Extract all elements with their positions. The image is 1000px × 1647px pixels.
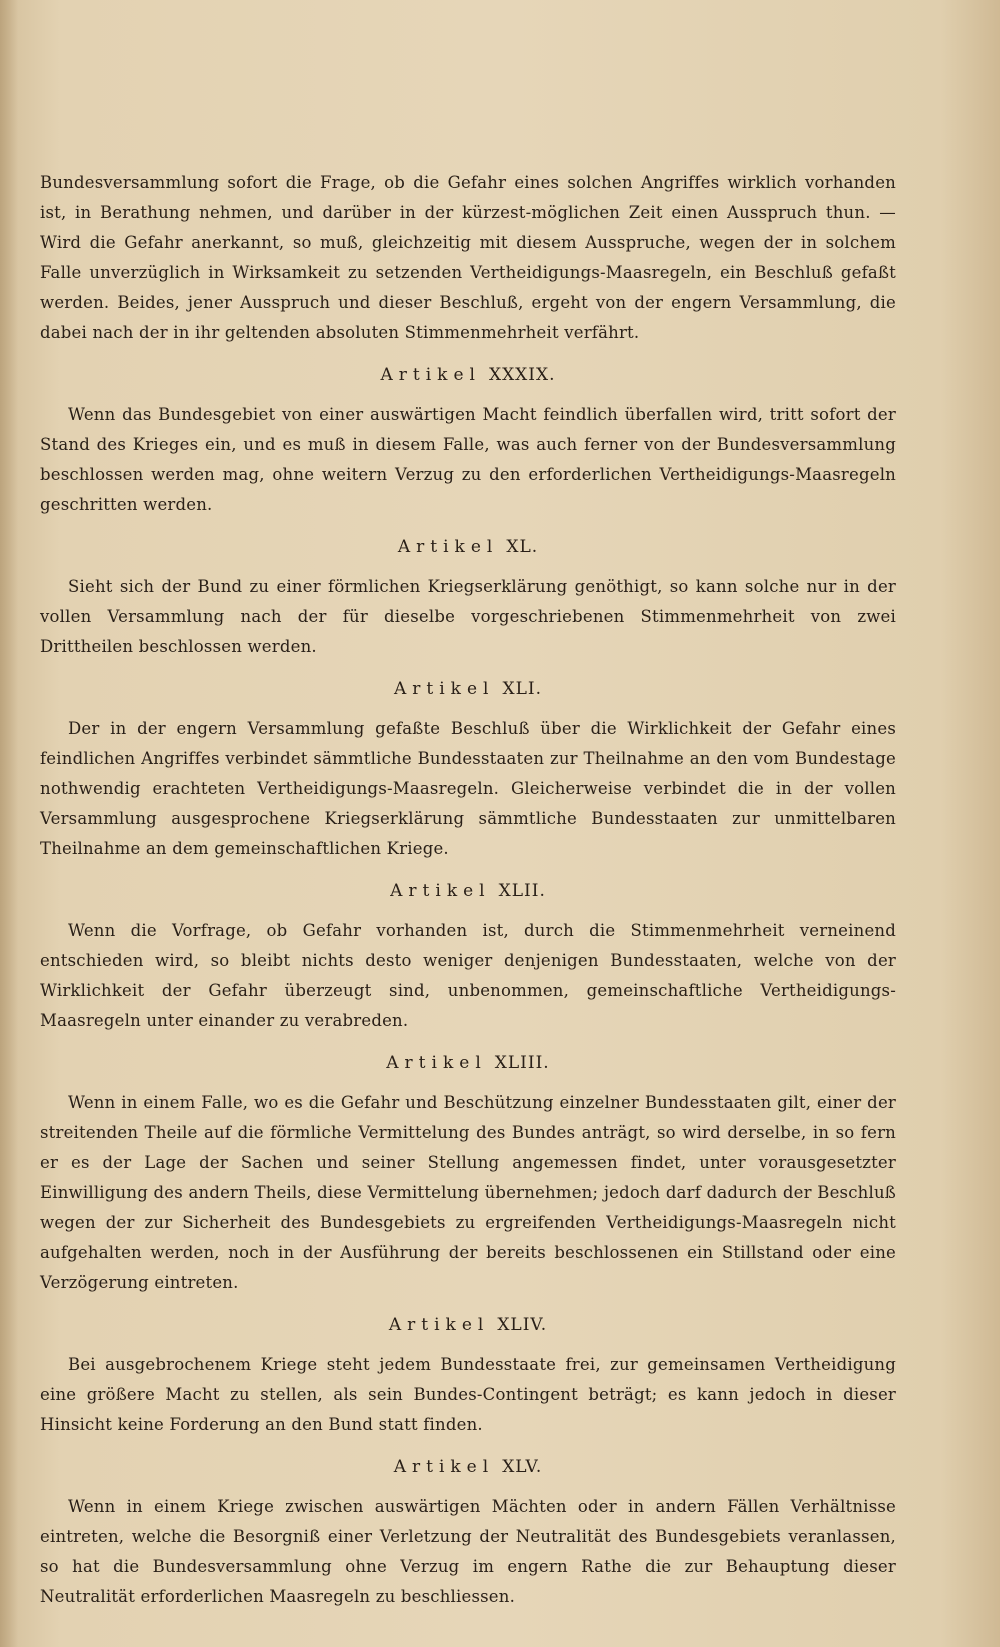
- article-number: XLI.: [502, 679, 542, 699]
- article-heading: [40, 876, 896, 906]
- article-label: Artikel: [393, 1457, 495, 1477]
- article-text: Bei ausgebrochenem Kriege steht jedem Bundesstaate frei, zur gemeinsamen Vertheidigung eine größere Macht zu stellen, als sein Bundes-Contingent beträgt; es kann jedoch in dieser Hinsicht keine Forderung an den Bund statt finden.: [40, 1355, 896, 1434]
- article-number: XLV.: [502, 1457, 543, 1477]
- article-label: Artikel: [380, 365, 481, 385]
- article-number: XLIII.: [494, 1053, 550, 1073]
- article-40: [40, 532, 896, 662]
- article-heading: [40, 532, 896, 562]
- article-text: Der in der engern Versammlung gefaßte Beschluß über die Wirklichkeit der Gefahr eines feindlichen Angriffes verbindet sämmtliche Bundesstaaten zur Theilnahme an den vom Bundestage nothwendig erachteten Vertheidigungs-Maasregeln. Gleicherweise verbindet die in der vollen Versammlung ausgesprochene Kriegserklärung sämmtliche Bundesstaaten zur unmittelbaren Theilnahme an dem gemeinschaftlichen Kriege.: [40, 719, 896, 858]
- article-number: XL.: [506, 537, 539, 557]
- article-number: XLII.: [498, 881, 546, 901]
- article-label: Artikel: [386, 1053, 487, 1073]
- article-42: [40, 876, 896, 1036]
- article-43: [40, 1048, 896, 1298]
- article-text: Wenn die Vorfrage, ob Gefahr vorhanden ist, durch die Stimmenmehrheit verneinend entschieden wird, so bleibt nichts desto weniger denjenigen Bundesstaaten, welche von der Wirklichkeit der Gefahr überzeugt sind, unbenommen, gemeinschaftliche Vertheidigungs-Maasregeln unter einander zu verabreden.: [40, 921, 896, 1030]
- article-text: Wenn in einem Falle, wo es die Gefahr und Beschützung einzelner Bundesstaaten gilt, einer der streitenden Theile auf die förmliche Vermittelung des Bundes anträgt, so wird derselbe, in so fern er es der Lage der Sachen und seiner Stellung angemessen findet, unter vorausgesetzter Einwilligung des andern Theils, diese Vermittelung übernehmen; jedoch darf dadurch der Beschluß wegen der zur Sicherheit des Bundesgebiets zu ergreifenden Vertheidigungs-Maasregeln nicht aufgehalten werden, noch in der Ausführung der bereits beschlossenen ein Stillstand oder eine Verzögerung eintreten.: [40, 1093, 896, 1292]
- article-heading: [40, 1310, 896, 1340]
- article-text: Sieht sich der Bund zu einer förmlichen Kriegserklärung genöthigt, so kann solche nur in der vollen Versammlung nach der für dieselbe vorgeschriebenen Stimmenmehrheit von zwei Drittheilen beschlossen werden.: [40, 577, 896, 656]
- intro-paragraph: Bundesversammlung sofort die Frage, ob die Gefahr eines solchen Angriffes wirklich vorhanden ist, in Berathung nehmen, und darüber in der kürzest-möglichen Zeit einen Ausspruch thun. — Wird die Gefahr anerkannt, so muß, gleichzeitig mit diesem Ausspruche, wegen der in solchem Falle unverzüglich in Wirksamkeit zu setzenden Vertheidigungs-Maasregeln, ein Beschluß gefaßt werden. Beides, jener Ausspruch und dieser Beschluß, ergeht von der engern Versammlung, die dabei nach der in ihr geltenden absoluten Stimmenmehrheit verfährt.: [40, 173, 896, 342]
- article-label: Artikel: [388, 1315, 490, 1335]
- article-45: [40, 1452, 896, 1612]
- article-heading: [40, 674, 896, 704]
- article-label: Artikel: [397, 537, 499, 557]
- article-text: Wenn in einem Kriege zwischen auswärtigen Mächten oder in andern Fällen Verhältnisse eintreten, welche die Besorgniß einer Verletzung der Neutralität des Bundesgebiets veranlassen, so hat die Bundesversammlung ohne Verzug im engern Rathe die zur Behauptung dieser Neutralität erforderlichen Maasregeln zu beschliessen.: [40, 1497, 896, 1606]
- page-fold-shadow: [0, 0, 18, 1647]
- article-44: [40, 1310, 896, 1440]
- article-heading: [40, 1048, 896, 1078]
- article-39: [40, 360, 896, 520]
- article-number: XLIV.: [497, 1315, 548, 1335]
- article-heading: [40, 360, 896, 390]
- article-label: Artikel: [394, 679, 495, 699]
- article-41: [40, 674, 896, 864]
- article-number: XXXIX.: [488, 365, 556, 385]
- article-text: Wenn das Bundesgebiet von einer auswärtigen Macht feindlich überfallen wird, tritt sofort der Stand des Krieges ein, und es muß in diesem Falle, was auch ferner von der Bundesversammlung beschlossen werden mag, ohne weitern Verzug zu den erforderlichen Vertheidigungs-Maasregeln geschritten werden.: [40, 405, 896, 514]
- article-heading: [40, 1452, 896, 1482]
- article-label: Artikel: [390, 881, 491, 901]
